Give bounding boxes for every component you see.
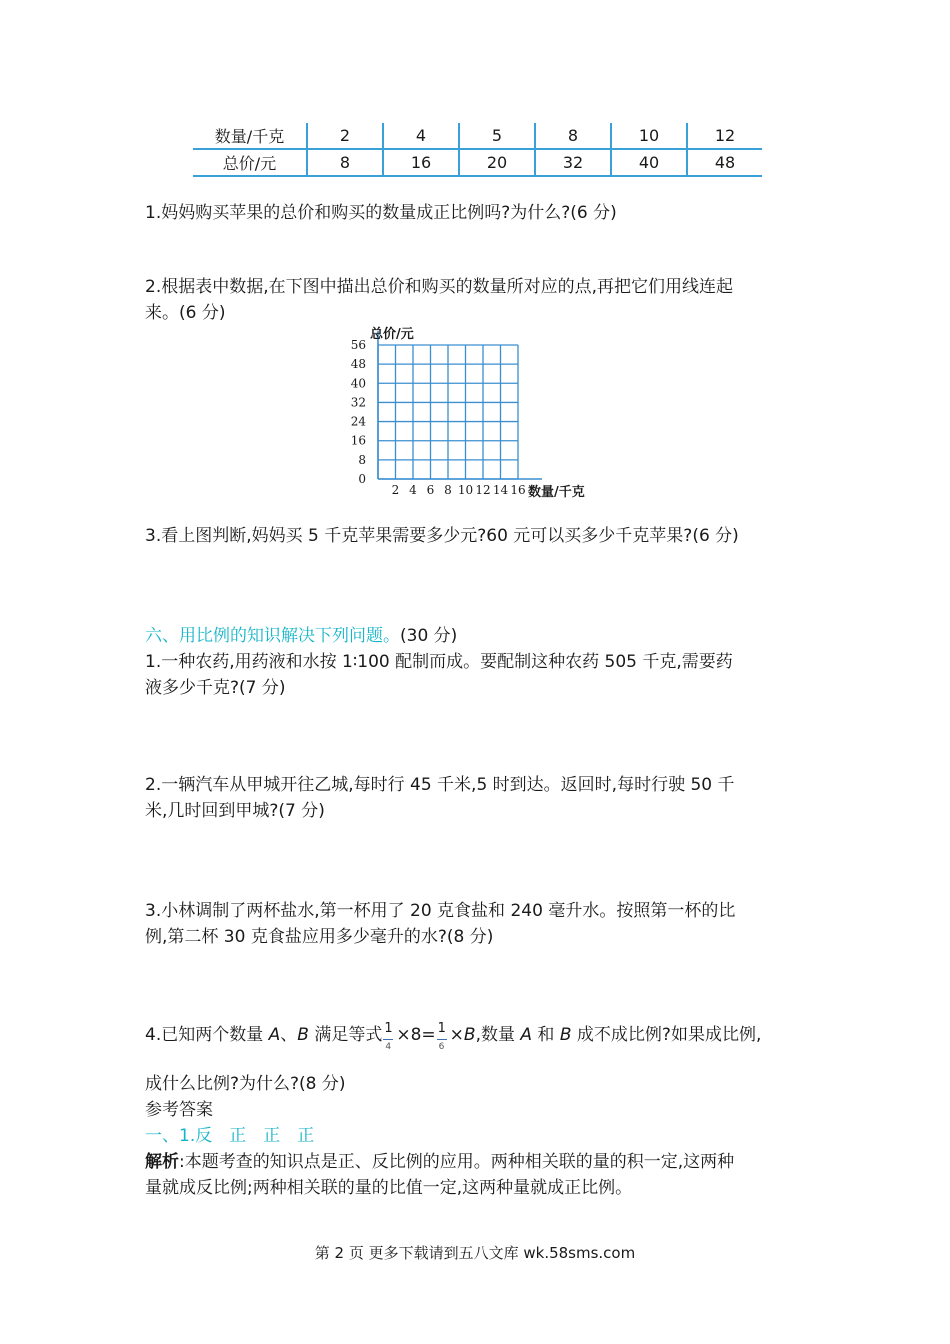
- table-cell: 32: [535, 149, 611, 176]
- q4-var-a: A: [268, 1025, 281, 1045]
- x-tick-label: 4: [409, 483, 417, 497]
- fraction-numerator: 1: [437, 1021, 446, 1036]
- q4-text: 成不成比例?如果成比例,: [571, 1025, 762, 1045]
- q4-text: 、: [280, 1025, 298, 1045]
- fraction-denominator: 4: [385, 1042, 392, 1052]
- table-row-price: [193, 149, 762, 176]
- table-cell: 20: [459, 149, 535, 176]
- x-tick-label: 2: [391, 483, 400, 497]
- section-6-question-1-line-1: 1.一种农药,用药液和水按 1∶100 配制而成。要配制这种农药 505 千克,需要药: [145, 652, 733, 672]
- section-6-question-3-line-1: 3.小林调制了两杯盐水,第一杯用了 20 克食盐和 240 毫升水。按照第一杯的比: [145, 901, 736, 921]
- x-tick-label: 12: [475, 483, 491, 497]
- q4-text: 满足等式: [308, 1025, 383, 1045]
- price-quantity-grid-chart: [340, 318, 610, 508]
- chart-y-axis-label: 总价/元: [370, 327, 414, 342]
- table-cell: 8: [307, 149, 383, 176]
- q4-text: ×8=: [396, 1025, 436, 1045]
- table-cell: 10: [611, 123, 687, 149]
- q4-text: 4.已知两个数量: [145, 1025, 269, 1045]
- page-footer: 第 2 页 更多下载请到五八文库 wk.58sms.com: [314, 1244, 636, 1262]
- table-cell: 5: [459, 123, 535, 149]
- fraction-one-sixth: [436, 1021, 450, 1052]
- analysis-line-1: [145, 1149, 734, 1175]
- section-6-prefix: 六、: [145, 626, 179, 646]
- question-2-line-2: 来。(6 分): [145, 303, 226, 323]
- y-tick-label: 40: [350, 376, 366, 391]
- fraction-one-quarter: [382, 1021, 396, 1052]
- table-cell: 2: [307, 123, 383, 149]
- table-cell: 4: [383, 123, 459, 149]
- fraction-denominator: 6: [438, 1042, 445, 1052]
- q4-text: ×: [449, 1025, 464, 1045]
- table-cell: 16: [383, 149, 459, 176]
- table-cell: 8: [535, 123, 611, 149]
- y-tick-label: 48: [350, 357, 366, 372]
- section-6-heading: [145, 623, 457, 649]
- section-6-question-4-line-2: 成什么比例?为什么?(8 分): [145, 1074, 346, 1094]
- question-2-line-1: 2.根据表中数据,在下图中描出总价和购买的数量所对应的点,再把它们用线连起: [145, 277, 734, 297]
- y-tick-label: 24: [350, 414, 366, 429]
- section-6-question-2-line-1: 2.一辆汽车从甲城开往乙城,每时行 45 千米,5 时到达。返回时,每时行驶 50 千: [145, 775, 735, 795]
- section-6-question-2-line-2: 米,几时回到甲城?(7 分): [145, 801, 325, 821]
- table-row-quantity: [193, 123, 762, 149]
- table-cell: 12: [687, 123, 762, 149]
- section-6-title: 用比例的知识解决下列问题。: [179, 626, 400, 646]
- chart-grid: [378, 345, 518, 479]
- y-tick-label: 32: [350, 395, 366, 410]
- answer-1: 一、1.反 正 正 正: [145, 1126, 315, 1146]
- table-header-price: 总价/元: [193, 149, 307, 176]
- x-tick-label: 8: [444, 483, 452, 497]
- table-header-quantity: 数量/千克: [193, 123, 307, 149]
- q4-text: ,数量: [475, 1025, 521, 1045]
- chart-ticks: [351, 338, 526, 497]
- q4-var-b: B: [463, 1025, 476, 1045]
- section-6-question-4-line-1: [145, 1021, 762, 1052]
- y-tick-label: 56: [350, 338, 366, 352]
- x-tick-label: 16: [510, 483, 526, 497]
- analysis-label: 解析: [145, 1152, 179, 1172]
- section-6-question-3-line-2: 例,第二杯 30 克食盐应用多少毫升的水?(8 分): [145, 927, 494, 947]
- section-6-score: (30 分): [400, 626, 458, 646]
- q4-var-b: B: [559, 1025, 572, 1045]
- analysis-text: :本题考查的知识点是正、反比例的应用。两种相关联的量的积一定,这两种: [179, 1152, 735, 1172]
- answer-title: 参考答案: [145, 1100, 213, 1120]
- section-6-question-1-line-2: 液多少千克?(7 分): [145, 678, 286, 698]
- y-tick-label: 8: [358, 452, 366, 467]
- x-tick-label: 6: [426, 483, 435, 497]
- x-tick-label: 14: [492, 483, 509, 497]
- q4-text: 和: [532, 1025, 560, 1045]
- price-quantity-table: [193, 123, 762, 177]
- table-cell: 48: [687, 149, 762, 176]
- question-3: 3.看上图判断,妈妈买 5 千克苹果需要多少元?60 元可以买多少千克苹果?(6 分): [145, 526, 739, 546]
- x-tick-label: 10: [457, 483, 474, 497]
- question-1: 1.妈妈购买苹果的总价和购买的数量成正比例吗?为什么?(6 分): [145, 203, 617, 223]
- table-cell: 40: [611, 149, 687, 176]
- y-tick-label: 0: [358, 472, 366, 486]
- y-tick-label: 16: [350, 433, 366, 448]
- q4-var-a: A: [520, 1025, 533, 1045]
- analysis-line-2: 量就成反比例;两种相关联的量的比值一定,这两种量就成正比例。: [145, 1178, 633, 1198]
- q4-var-b: B: [297, 1025, 309, 1045]
- fraction-numerator: 1: [384, 1021, 393, 1036]
- chart-x-axis-label: 数量/千克: [528, 485, 585, 500]
